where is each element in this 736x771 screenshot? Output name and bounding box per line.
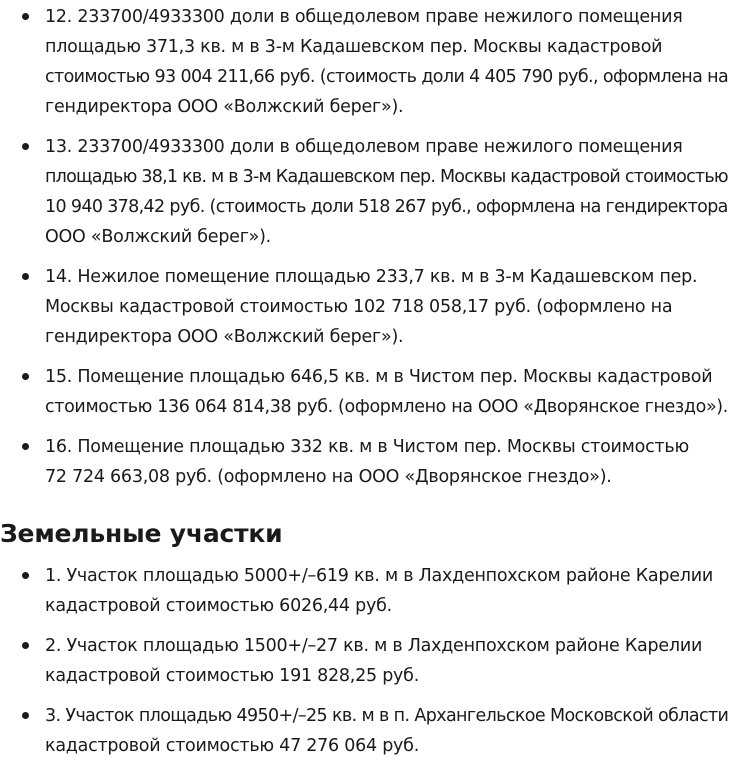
list-item bbox=[0, 432, 736, 492]
list-item-line: 3. Участок площадью 4950+/–25 кв. м в п. Архангельское Московской области bbox=[45, 706, 729, 726]
list-item bbox=[0, 561, 736, 621]
list-item-line: ООО «Волжский берег»). bbox=[45, 227, 271, 247]
list-item-line: 13. 233700/4933300 доли в общедолевом праве нежилого помещения bbox=[45, 137, 683, 157]
list-item-line: площадью 371,3 кв. м в 3-м Кадашевском пер. Москвы кадастровой bbox=[45, 37, 663, 57]
bullet-icon bbox=[22, 642, 29, 649]
list-item-line: 14. Нежилое помещение площадью 233,7 кв. м в 3-м Кадашевском пер. bbox=[45, 267, 698, 287]
list-item-line: кадастровой стоимостью 191 828,25 руб. bbox=[45, 666, 420, 686]
list-item-line: 16. Помещение площадью 332 кв. м в Чистом пер. Москвы стоимостью bbox=[45, 437, 689, 457]
bullet-icon bbox=[22, 572, 29, 579]
list-item bbox=[0, 362, 736, 422]
land-list bbox=[0, 561, 736, 771]
list-item-line: площадью 38,1 кв. м в 3-м Кадашевском пер. Москвы кадастровой стоимостью bbox=[45, 167, 728, 187]
bullet-icon bbox=[22, 273, 29, 280]
list-item bbox=[0, 262, 736, 352]
property-list bbox=[0, 2, 736, 502]
list-item-line: кадастровой стоимостью 47 276 064 руб. bbox=[45, 736, 420, 756]
list-item-line: кадастровой стоимостью 6026,44 руб. bbox=[45, 596, 392, 616]
list-item-line: 72 724 663,08 руб. (оформлено на ООО «Дворянское гнездо»). bbox=[45, 467, 612, 487]
list-item-line: Москвы кадастровой стоимостью 102 718 058,17 руб. (оформлено на bbox=[45, 297, 673, 317]
list-item-line: стоимостью 136 064 814,38 руб. (оформлено на ООО «Дворянское гнездо»). bbox=[45, 397, 728, 417]
list-item-line: стоимостью 93 004 211,66 руб. (стоимость доли 4 405 790 руб., оформлена на bbox=[45, 67, 729, 87]
list-item-line: 12. 233700/4933300 доли в общедолевом праве нежилого помещения bbox=[45, 7, 683, 27]
section-heading: Земельные участки bbox=[0, 519, 283, 548]
list-item-line: 10 940 378,42 руб. (стоимость доли 518 267 руб., оформлена на гендиректора bbox=[45, 197, 728, 217]
bullet-icon bbox=[22, 443, 29, 450]
list-item-line: гендиректора ООО «Волжский берег»). bbox=[45, 97, 404, 117]
bullet-icon bbox=[22, 712, 29, 719]
list-item-line: 2. Участок площадью 1500+/–27 кв. м в Лахденпохском районе Карелии bbox=[45, 636, 703, 656]
bullet-icon bbox=[22, 143, 29, 150]
list-item bbox=[0, 2, 736, 122]
bullet-icon bbox=[22, 373, 29, 380]
bullet-icon bbox=[22, 13, 29, 20]
list-item bbox=[0, 701, 736, 761]
list-item bbox=[0, 132, 736, 252]
list-item-line: гендиректора ООО «Волжский берег»). bbox=[45, 327, 404, 347]
list-item-line: 1. Участок площадью 5000+/–619 кв. м в Лахденпохском районе Карелии bbox=[45, 566, 713, 586]
list-item bbox=[0, 631, 736, 691]
list-item-line: 15. Помещение площадью 646,5 кв. м в Чистом пер. Москвы кадастровой bbox=[45, 367, 713, 387]
